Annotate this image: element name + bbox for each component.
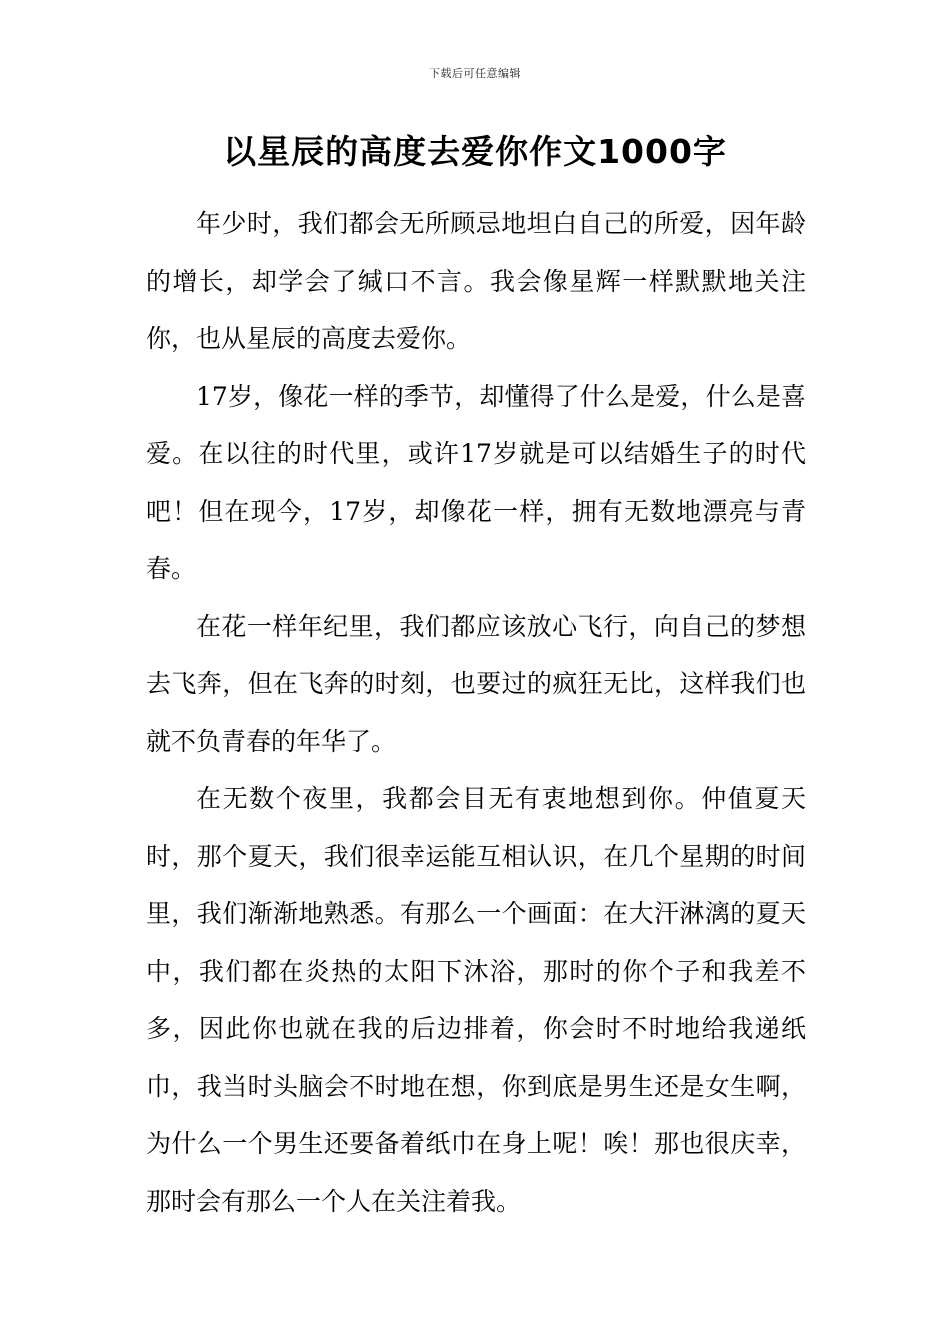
document-title: 以星辰的高度去爱你作文1000字 <box>223 132 727 171</box>
paragraph-2: 17岁，像花一样的季节，却懂得了什么是爱，什么是喜爱。在以往的时代里，或许17岁就是可以结婚生子的时代吧！但在现今，17岁，却像花一样，拥有无数地漂亮与青春。 <box>146 381 806 583</box>
paragraph-3: 在花一样年纪里，我们都应该放心飞行，向自己的梦想去飞奔，但在飞奔的时刻，也要过的疯狂无比，这样我们也就不负青春的年华了。 <box>146 611 806 756</box>
document-body <box>146 195 806 1230</box>
header-note: 下载后可任意编辑 <box>429 67 521 80</box>
paragraph-1: 年少时，我们都会无所顾忌地坦白自己的所爱，因年龄的增长，却学会了缄口不言。我会像星辉一样默默地关注你，也从星辰的高度去爱你。 <box>146 209 806 353</box>
paragraph-4: 在无数个夜里，我都会目无有衷地想到你。仲值夏天时，那个夏天，我们很幸运能互相认识，在几个星期的时间里，我们渐渐地熟悉。有那么一个画面：在大汗淋漓的夏天中，我们都在炎热的太阳下沐浴，那时的你个子和我差不多，因此你也就在我的后边排着，你会时不时地给我递纸巾，我当时头脑会不时地在想，你到底是男生还是女生啊，为什么一个男生还要备着纸巾在身上呢！唉！那也很庆幸，那时会有那么一个人在关注着我。 <box>146 784 806 1216</box>
